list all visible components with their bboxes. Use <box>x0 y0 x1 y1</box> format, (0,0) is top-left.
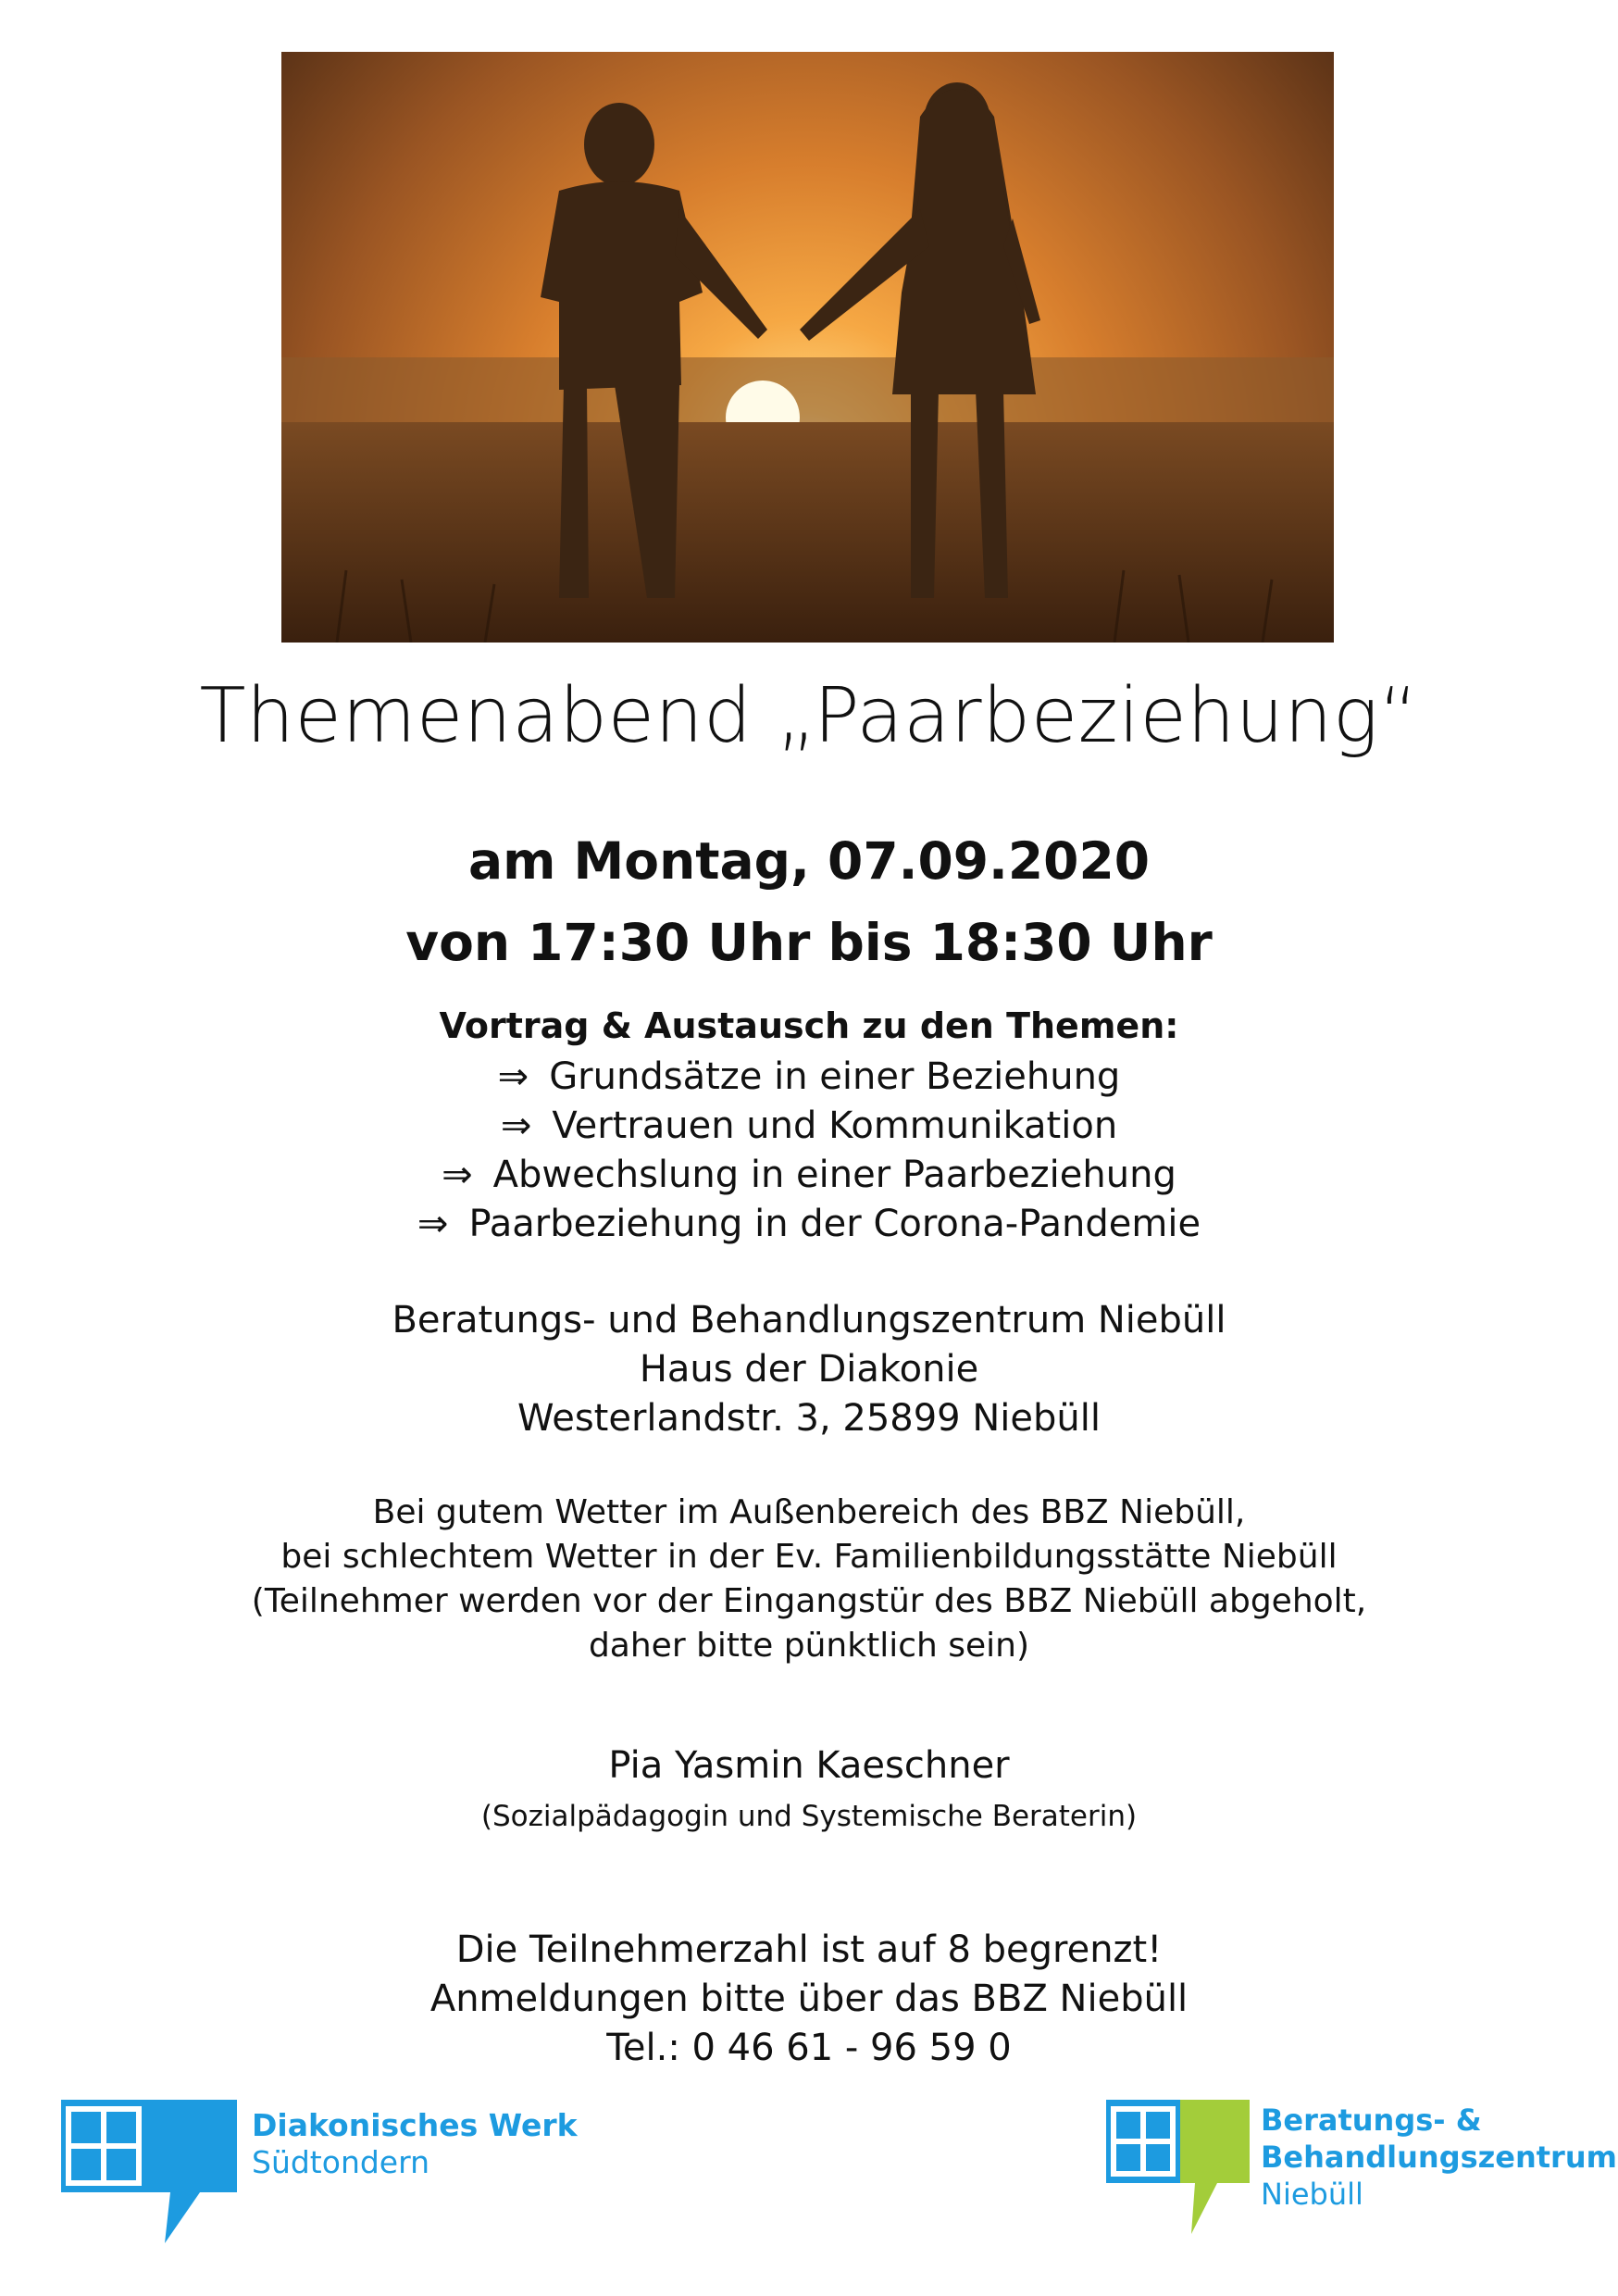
topic-item: ⇒ Paarbeziehung in der Corona-Pandemie <box>417 1203 1201 1245</box>
logo-right-text: Beratungs- & Behandlungszentrum Niebüll <box>1261 2103 1617 2212</box>
address-block: Beratungs- und Behandlungszentrum Niebüll Haus der Diakonie Westerlandstr. 3, 25899 Niebüll <box>392 1299 1226 1440</box>
arrow-right-icon: ⇒ <box>417 1203 449 1245</box>
registration-block: Die Teilnehmerzahl ist auf 8 begrenzt! Anmeldungen bitte über das BBZ Niebüll Tel.: 0 46 61 - 96 59 0 <box>429 1928 1189 2069</box>
topic-item: ⇒ Vertrauen und Kommunikation <box>500 1104 1118 1147</box>
arrow-right-icon: ⇒ <box>497 1055 529 1098</box>
hero-photo-couple-sunset <box>281 52 1334 643</box>
bbz-logo-icon <box>1106 2100 1254 2239</box>
location-note: Bei gutem Wetter im Außenbereich des BBZ Niebüll, bei schlechtem Wetter in der Ev. Familienbildungsstätte Niebüll (Teilnehmer werden vor der Eingangstür des BBZ Niebüll abgeholt, daher bitte pünktlich sein) <box>251 1493 1367 1665</box>
event-time: von 17:30 Uhr bis 18:30 Uhr <box>405 913 1213 972</box>
topic-item: ⇒ Abwechslung in einer Paarbeziehung <box>442 1154 1176 1196</box>
event-date: am Montag, 07.09.2020 <box>467 831 1150 891</box>
event-datetime <box>0 820 1618 983</box>
topics-heading: Vortrag & Austausch zu den Themen: <box>439 1005 1179 1046</box>
diakonie-logo-icon <box>61 2100 246 2248</box>
speaker-role: (Sozialpädagogin und Systemische Beraterin) <box>480 1800 1138 1833</box>
couple-silhouette-illustration <box>281 52 1334 643</box>
arrow-right-icon: ⇒ <box>500 1104 532 1147</box>
page-title: Themenabend „Paarbeziehung“ <box>199 672 1419 760</box>
topic-item: ⇒ Grundsätze in einer Beziehung <box>497 1055 1121 1098</box>
logo-left-text: Diakonisches Werk Südtondern <box>252 2107 578 2180</box>
arrow-right-icon: ⇒ <box>442 1154 473 1196</box>
speaker-name: Pia Yasmin Kaeschner <box>608 1744 1010 1787</box>
